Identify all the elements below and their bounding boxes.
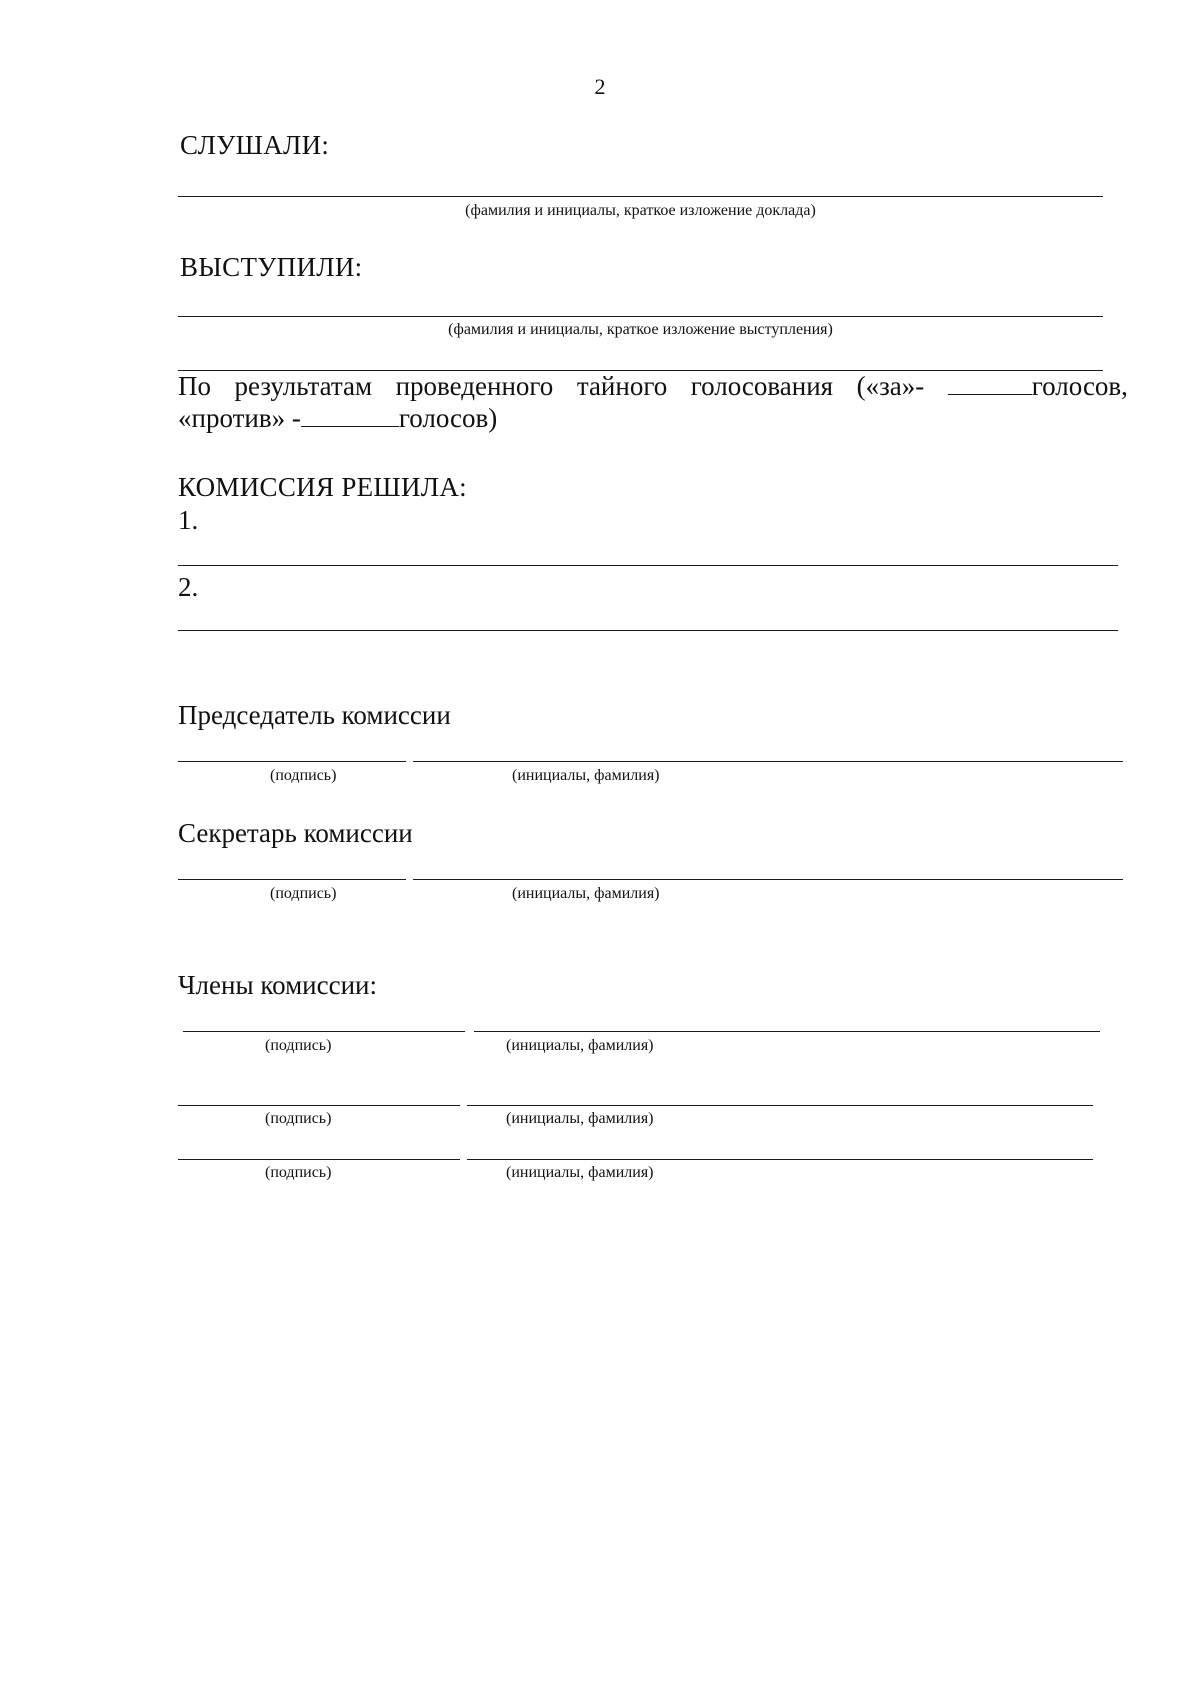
member-3-name-caption: (инициалы, фамилия) bbox=[506, 1164, 654, 1181]
vote-word-2: результатам bbox=[234, 371, 373, 401]
vote-word-3: проведенного bbox=[395, 371, 554, 401]
page-number: 2 bbox=[594, 74, 606, 99]
member-1-signature-line bbox=[183, 1031, 465, 1032]
vote-word-4: тайного bbox=[576, 371, 668, 401]
members-label: Члены комиссии: bbox=[178, 970, 377, 1000]
vote-results-line-2 bbox=[178, 402, 497, 434]
member-3-signature-caption: (подпись) bbox=[265, 1164, 332, 1181]
member-2-signature-caption: (подпись) bbox=[265, 1110, 332, 1127]
heard-fill-line bbox=[178, 196, 1103, 197]
member-3-name-line bbox=[467, 1159, 1093, 1160]
decision-heading: КОМИССИЯ РЕШИЛА: bbox=[178, 472, 467, 502]
spoke-fill-line bbox=[178, 316, 1103, 317]
vote-against-blank[interactable] bbox=[301, 402, 399, 427]
vote-for-label: («за»- bbox=[856, 371, 925, 401]
chairman-signature-caption: (подпись) bbox=[270, 767, 337, 784]
secretary-name-caption: (инициалы, фамилия) bbox=[512, 885, 660, 902]
secretary-label: Секретарь комиссии bbox=[178, 818, 413, 848]
member-2-name-line bbox=[467, 1105, 1093, 1106]
decision-item-2-number: 2. bbox=[178, 572, 199, 602]
heard-caption: (фамилия и инициалы, краткое изложение доклада) bbox=[465, 202, 816, 219]
vote-against-label: «против» - bbox=[178, 403, 301, 433]
chairman-signature-line bbox=[178, 761, 406, 762]
vote-results-line-1 bbox=[178, 370, 1128, 402]
heard-heading: СЛУШАЛИ: bbox=[180, 130, 330, 160]
member-1-name-caption: (инициалы, фамилия) bbox=[506, 1037, 654, 1054]
secretary-name-line bbox=[413, 879, 1123, 880]
vote-word-5: голосования bbox=[690, 371, 834, 401]
vote-against-suffix: голосов) bbox=[398, 403, 498, 433]
member-2-signature-line bbox=[178, 1105, 460, 1106]
member-1-signature-caption: (подпись) bbox=[265, 1037, 332, 1054]
member-3-signature-line bbox=[178, 1159, 460, 1160]
spoke-caption: (фамилия и инициалы, краткое изложение выступления) bbox=[448, 321, 833, 338]
decision-item-2-line bbox=[178, 630, 1118, 631]
vote-for-group bbox=[948, 370, 1128, 402]
chairman-name-caption: (инициалы, фамилия) bbox=[512, 767, 660, 784]
spoke-heading: ВЫСТУПИЛИ: bbox=[180, 252, 363, 282]
vote-for-blank[interactable] bbox=[948, 370, 1032, 395]
vote-for-suffix: голосов, bbox=[1031, 371, 1128, 401]
decision-item-1-number: 1. bbox=[178, 505, 199, 535]
member-1-name-line bbox=[474, 1031, 1100, 1032]
chairman-name-line bbox=[413, 761, 1123, 762]
decision-item-1-line bbox=[178, 565, 1118, 566]
secretary-signature-line bbox=[178, 879, 406, 880]
secretary-signature-caption: (подпись) bbox=[270, 885, 337, 902]
vote-word-1: По bbox=[178, 371, 211, 401]
member-2-name-caption: (инициалы, фамилия) bbox=[506, 1110, 654, 1127]
chairman-label: Председатель комиссии bbox=[178, 700, 451, 730]
